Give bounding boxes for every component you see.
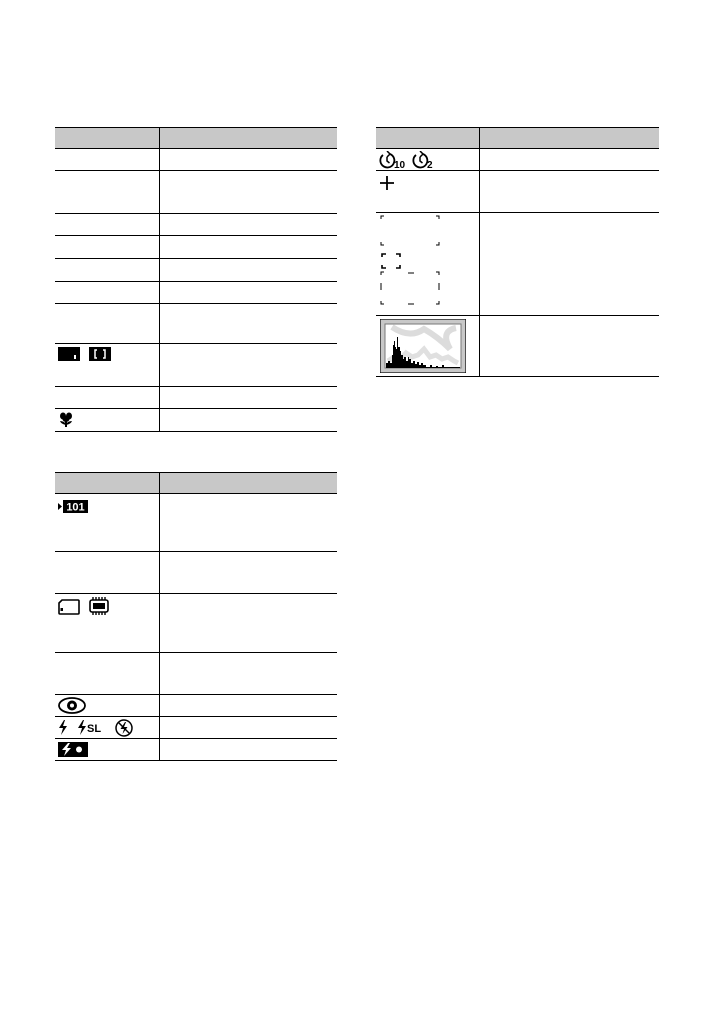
table-row — [55, 653, 337, 695]
table-row — [55, 304, 337, 344]
internal-memory-icon — [89, 597, 109, 615]
memory-card-icon — [58, 599, 80, 615]
row-icon-cell — [55, 214, 159, 236]
header-indication — [159, 473, 337, 494]
table-header-row — [376, 128, 659, 149]
row-icon-cell — [376, 316, 479, 377]
row-text — [159, 494, 337, 552]
display-indicators-table — [376, 127, 659, 377]
table-row — [55, 739, 337, 761]
row-text — [159, 344, 337, 387]
table-row — [376, 149, 659, 171]
row-icon-cell — [55, 149, 159, 171]
red-eye-reduction-icon — [58, 697, 86, 714]
self-timer-10s-icon — [379, 151, 405, 169]
af-center-frame-icon — [89, 347, 111, 361]
row-text — [159, 259, 337, 282]
table-row — [55, 149, 337, 171]
recording-settings-table — [55, 472, 337, 761]
table-row — [376, 213, 659, 316]
recording-folder-101-icon — [58, 500, 88, 513]
row-text — [159, 653, 337, 695]
row-text — [159, 171, 337, 214]
spot-metering-crosshair-icon — [379, 175, 395, 191]
histogram-icon — [380, 319, 466, 373]
flash-sl-text: SL — [87, 723, 102, 735]
row-icon-cell — [55, 594, 159, 653]
row-icon-cell — [55, 259, 159, 282]
table-row — [55, 717, 337, 739]
flash-auto-icon — [58, 720, 68, 735]
row-text — [159, 387, 337, 409]
row-icon-cell — [376, 171, 479, 213]
flash-slow-sync-icon — [77, 720, 105, 735]
row-text — [159, 149, 337, 171]
flash-charging-icon — [58, 742, 88, 757]
row-icon-cell — [55, 387, 159, 409]
row-icon-cell — [55, 344, 159, 387]
flash-off-icon — [115, 719, 133, 737]
row-icon-cell — [376, 213, 479, 316]
table-row — [55, 171, 337, 214]
header-display — [55, 473, 159, 494]
table-row — [55, 259, 337, 282]
table-row — [55, 594, 337, 653]
table-row — [55, 387, 337, 409]
timer-2-text: 2 — [427, 160, 433, 169]
table-row — [55, 344, 337, 387]
self-timer-2s-icon — [412, 151, 434, 169]
row-icon-cell — [55, 282, 159, 304]
header-indication — [479, 128, 659, 149]
folder-number-text: 101 — [66, 501, 85, 513]
row-text — [159, 409, 337, 432]
table-row — [55, 236, 337, 259]
header-display — [376, 128, 479, 149]
row-text — [159, 214, 337, 236]
table-row — [55, 695, 337, 717]
row-text — [479, 213, 659, 316]
row-text — [479, 171, 659, 213]
table-row — [55, 282, 337, 304]
row-text — [159, 594, 337, 653]
row-text — [159, 739, 337, 761]
table-header-row — [55, 473, 337, 494]
row-icon-cell — [55, 494, 159, 552]
row-text — [159, 717, 337, 739]
row-text — [159, 695, 337, 717]
af-range-finder-frame-icon — [379, 215, 443, 311]
table-row — [376, 316, 659, 377]
table-header-row — [55, 128, 337, 149]
table-row — [376, 171, 659, 213]
row-text — [159, 282, 337, 304]
af-multi-point-icon — [58, 347, 80, 361]
row-icon-cell — [55, 236, 159, 259]
table-row — [55, 214, 337, 236]
row-icon-cell — [55, 739, 159, 761]
row-icon-cell — [55, 695, 159, 717]
row-icon-cell — [55, 717, 159, 739]
row-icon-cell — [55, 171, 159, 214]
row-text — [159, 552, 337, 594]
header-indication — [159, 128, 337, 149]
row-icon-cell — [376, 149, 479, 171]
row-text — [479, 149, 659, 171]
table-row — [55, 409, 337, 432]
row-icon-cell — [55, 552, 159, 594]
row-text — [159, 304, 337, 344]
table-row — [55, 552, 337, 594]
row-icon-cell — [55, 653, 159, 695]
header-display — [55, 128, 159, 149]
row-text — [159, 236, 337, 259]
macro-flower-icon — [58, 412, 74, 428]
shooting-settings-table — [55, 127, 337, 432]
timer-10-text: 10 — [394, 160, 405, 169]
table-row — [55, 494, 337, 552]
row-icon-cell — [55, 409, 159, 432]
row-icon-cell — [55, 304, 159, 344]
row-text — [479, 316, 659, 377]
